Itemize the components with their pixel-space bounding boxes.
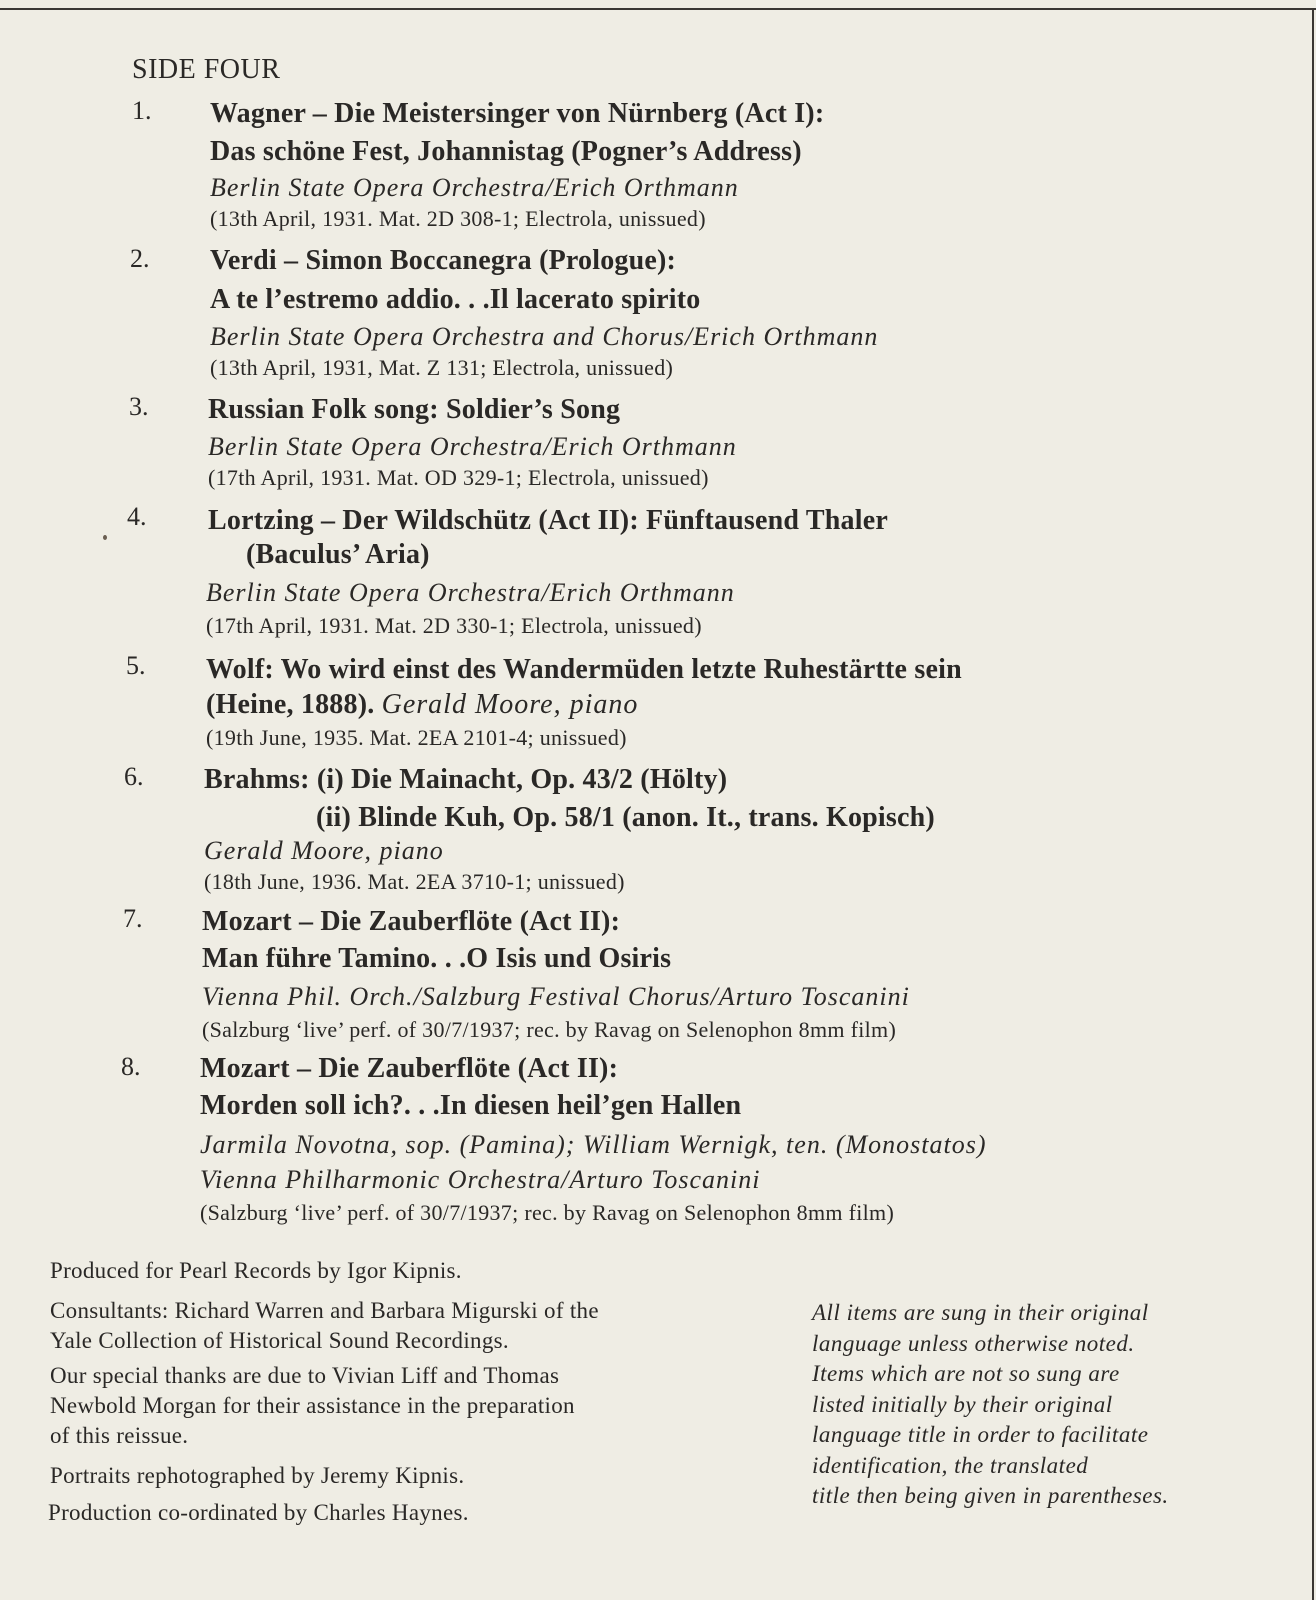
credit-thanks <box>50 1361 575 1451</box>
item-recording-info: (13th April, 1931. Mat. 2D 308-1; Electrola, unissued) <box>210 206 706 231</box>
item-performers: Gerald Moore, piano <box>204 836 444 865</box>
item-number: 1. <box>132 96 152 125</box>
item-recording-info: (Salzburg ‘live’ perf. of 30/7/1937; rec. by Ravag on Selenophon 8mm film) <box>200 1200 895 1225</box>
item-title-line: Das schöne Fest, Johannistag (Pogner’s Address) <box>210 136 802 167</box>
note-line: listed initially by their original <box>812 1391 1113 1417</box>
top-border-rule <box>0 8 1316 10</box>
credit-production: Production co-ordinated by Charles Haynes. <box>48 1500 469 1525</box>
item-recording-info: (18th June, 1936. Mat. 2EA 3710-1; unissued) <box>204 869 625 894</box>
item-number: 2. <box>130 244 150 273</box>
credit-portraits: Portraits rephotographed by Jeremy Kipnis. <box>50 1463 465 1488</box>
item-title-line: (Baculus’ Aria) <box>246 539 430 570</box>
credit-line: Consultants: Richard Warren and Barbara Migurski of the <box>50 1298 599 1323</box>
item-title-line: Wolf: Wo wird einst des Wandermüden letzte Ruhestärtte sein <box>206 654 962 685</box>
item-recording-info: (13th April, 1931, Mat. Z 131; Electrola, unissued) <box>210 355 674 380</box>
note-line: title then being given in parentheses. <box>812 1483 1169 1508</box>
item-performers: Berlin State Opera Orchestra and Chorus/Erich Orthmann <box>210 322 879 351</box>
item-performers: Vienna Phil. Orch./Salzburg Festival Chorus/Arturo Toscanini <box>202 982 910 1011</box>
item-number: 4. <box>127 502 147 531</box>
item-performers: Jarmila Novotna, sop. (Pamina); William Wernigk, ten. (Monostatos) <box>200 1130 987 1159</box>
item-number: 5. <box>126 651 146 680</box>
item-title-line <box>206 689 638 721</box>
item-inline-performer: Gerald Moore, piano <box>381 689 639 720</box>
item-number: 6. <box>124 762 144 791</box>
item-recording-info: (Salzburg ‘live’ perf. of 30/7/1937; rec. by Ravag on Selenophon 8mm film) <box>202 1017 897 1042</box>
item-title-line: (ii) Blinde Kuh, Op. 58/1 (anon. It., trans. Kopisch) <box>316 802 935 833</box>
credit-consultants <box>50 1296 599 1356</box>
language-note <box>812 1298 1272 1512</box>
side-title: SIDE FOUR <box>132 54 281 85</box>
item-performers: Berlin State Opera Orchestra/Erich Orthmann <box>206 578 735 607</box>
credit-line: Our special thanks are due to Vivian Liff and Thomas <box>50 1363 560 1388</box>
note-line: language title in order to facilitate <box>812 1422 1149 1447</box>
item-title-line: Mozart – Die Zauberflöte (Act II): <box>202 906 621 937</box>
item-title-line: Russian Folk song: Soldier’s Song <box>208 394 621 425</box>
item-title-line: Morden soll ich?. . .In diesen heil’gen Hallen <box>200 1090 742 1121</box>
note-line: identification, the translated <box>812 1452 1089 1478</box>
note-line: All items are sung in their original <box>812 1300 1149 1325</box>
item-recording-info: (17th April, 1931. Mat. 2D 330-1; Electrola, unissued) <box>206 613 702 638</box>
item-title-line: Lortzing – Der Wildschütz (Act II): Fünftausend Thaler <box>208 505 888 536</box>
right-border-rule <box>1312 8 1314 1600</box>
item-title-line: Man führe Tamino. . .O Isis und Osiris <box>202 943 672 974</box>
item-recording-info: (17th April, 1931. Mat. OD 329-1; Electrola, unissued) <box>208 465 709 490</box>
item-number: 3. <box>129 392 149 421</box>
item-title-text: (Heine, 1888). <box>206 689 375 720</box>
credit-line: Newbold Morgan for their assistance in the preparation <box>50 1393 575 1418</box>
item-performers: Berlin State Opera Orchestra/Erich Orthmann <box>208 432 737 461</box>
item-title-line: Mozart – Die Zauberflöte (Act II): <box>200 1053 619 1084</box>
note-line: language unless otherwise noted. <box>812 1330 1135 1356</box>
credit-line: of this reissue. <box>50 1423 189 1448</box>
item-number: 7. <box>123 904 143 933</box>
item-title-line: Brahms: (i) Die Mainacht, Op. 43/2 (Hölty) <box>204 764 728 795</box>
item-number: 8. <box>121 1052 141 1081</box>
item-performers: Vienna Philharmonic Orchestra/Arturo Toscanini <box>200 1165 761 1194</box>
paper-speck <box>103 535 107 540</box>
item-title-line: A te l’estremo addio. . .Il lacerato spirito <box>210 284 701 315</box>
item-recording-info: (19th June, 1935. Mat. 2EA 2101-4; unissued) <box>206 725 627 750</box>
item-title-line: Wagner – Die Meistersinger von Nürnberg (Act I): <box>210 98 825 129</box>
item-title-line: Verdi – Simon Boccanegra (Prologue): <box>210 245 677 276</box>
item-performers: Berlin State Opera Orchestra/Erich Orthmann <box>210 173 739 202</box>
note-line: Items which are not so sung are <box>812 1361 1120 1386</box>
credit-line: Yale Collection of Historical Sound Recordings. <box>50 1328 509 1353</box>
credit-producer: Produced for Pearl Records by Igor Kipnis. <box>50 1258 462 1283</box>
